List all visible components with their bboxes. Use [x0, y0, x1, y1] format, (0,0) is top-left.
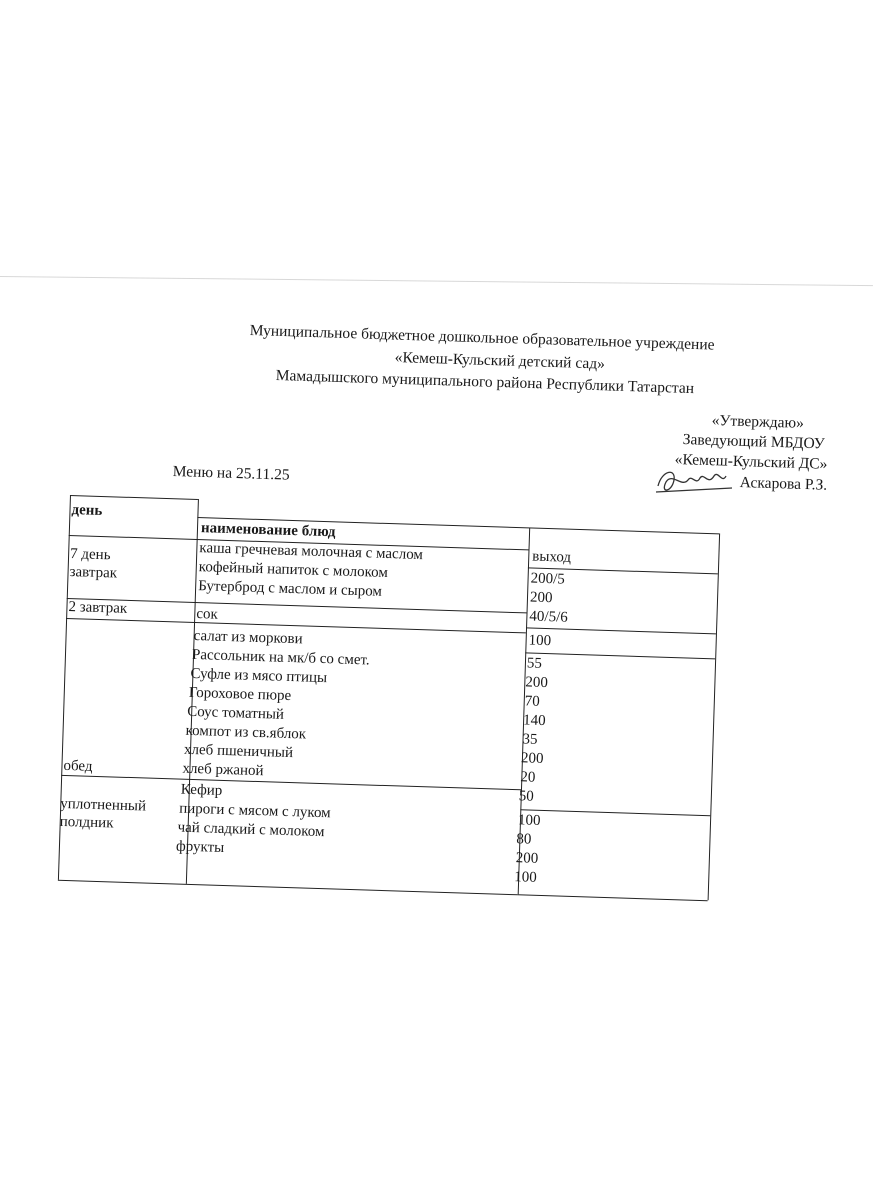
yield: 100 — [517, 812, 541, 829]
dish: кофейный напиток с молоком — [198, 559, 389, 582]
meal-second-breakfast: 2 завтрак — [68, 599, 128, 617]
dish: чай сладкий с молоком — [177, 819, 325, 841]
dish: Бутерброд с маслом и сыром — [197, 578, 383, 600]
scan-edge-line — [0, 276, 873, 286]
signature — [652, 464, 742, 500]
menu-table — [57, 495, 729, 916]
dish: сок — [196, 606, 219, 623]
dish: хлеб ржаной — [182, 760, 264, 780]
approver-position: Заведующий МБДОУ — [682, 431, 826, 453]
dish: салат из моркови — [193, 627, 303, 648]
yield: 140 — [522, 712, 546, 730]
dish: пироги с мясом с луком — [178, 800, 331, 822]
yield: 100 — [528, 632, 552, 650]
yield: 100 — [513, 869, 537, 886]
menu-title: Меню на 25.11.25 — [172, 463, 290, 484]
dish: компот из св.яблок — [185, 722, 307, 743]
approver-name: Аскарова Р.З. — [739, 474, 828, 494]
yield: 200 — [515, 850, 539, 867]
yield: 200 — [525, 674, 549, 692]
yield: 55 — [526, 655, 543, 672]
institution-line-2: «Кемеш-Кульский детский сад» — [394, 349, 606, 373]
yield: 20 — [520, 769, 536, 786]
yield: 200 — [529, 589, 553, 607]
yield: 40/5/6 — [529, 608, 568, 626]
yield: 50 — [518, 788, 535, 805]
header-day: день — [71, 502, 103, 520]
day-label: 7 день — [69, 546, 111, 564]
approve-label: «Утверждаю» — [711, 412, 805, 432]
dish: Гороховое пюре — [188, 684, 292, 705]
dish: Кефир — [180, 781, 223, 799]
meal-breakfast: завтрак — [69, 564, 118, 582]
dish: Суфле из мясо птицы — [190, 665, 328, 687]
yield: 35 — [522, 731, 538, 748]
dish: каша гречневая молочная с маслом — [199, 540, 424, 564]
institution-line-1: Муниципальное бюджетное дошкольное образовательное учреждение — [249, 322, 715, 354]
approver-org: «Кемеш-Кульский ДС» — [674, 451, 828, 473]
header-yield: выход — [532, 548, 572, 566]
meal-lunch: обед — [63, 757, 93, 775]
yield: 70 — [524, 693, 540, 710]
dish: хлеб пшеничный — [183, 741, 294, 762]
yield: 200/5 — [530, 570, 566, 588]
meal-snack-line1: уплотненный — [60, 795, 147, 815]
dish: Соус томатный — [186, 703, 285, 723]
dish: Рассольник на мк/б со смет. — [191, 646, 370, 669]
header-dish: наименование блюд — [200, 520, 336, 541]
meal-snack-line2: полдник — [59, 813, 114, 832]
yield: 80 — [516, 831, 532, 848]
yield: 200 — [520, 750, 544, 767]
dish: фрукты — [175, 838, 225, 857]
institution-line-3: Мамадышского муниципального района Республики Татарстан — [275, 367, 695, 398]
